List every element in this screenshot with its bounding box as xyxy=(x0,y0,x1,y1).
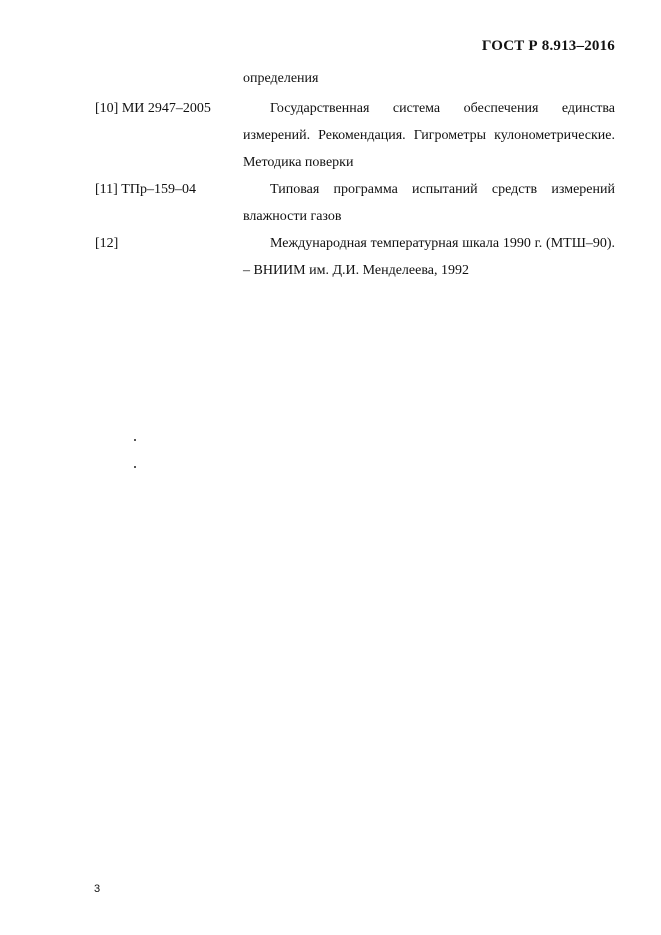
bibliography-list xyxy=(95,95,615,284)
reference-id: [10] МИ 2947–2005 xyxy=(95,101,211,116)
bibliography-entry xyxy=(95,95,615,176)
stray-dot-mark xyxy=(134,439,136,441)
reference-text: Международная температурная шкала 1990 г. (МТШ–90). – ВНИИМ им. Д.И. Менделеева, 1992 xyxy=(243,236,615,278)
bibliography-entry xyxy=(95,176,615,230)
reference-id: [12] xyxy=(95,236,119,251)
bibliography-entry xyxy=(95,230,615,284)
reference-text: Государственная система обеспечения единства измерений. Рекомендация. Гигрометры кулонометрические. Методика поверки xyxy=(243,101,615,170)
page-number: 3 xyxy=(94,883,101,895)
reference-text: Типовая программа испытаний средств измерений влажности газов xyxy=(243,182,615,224)
stray-dot-mark xyxy=(134,466,136,468)
reference-id: [11] ТПр–159–04 xyxy=(95,182,196,197)
continued-reference-text: определения xyxy=(243,71,319,86)
document-code-header: ГОСТ Р 8.913–2016 xyxy=(481,38,615,54)
